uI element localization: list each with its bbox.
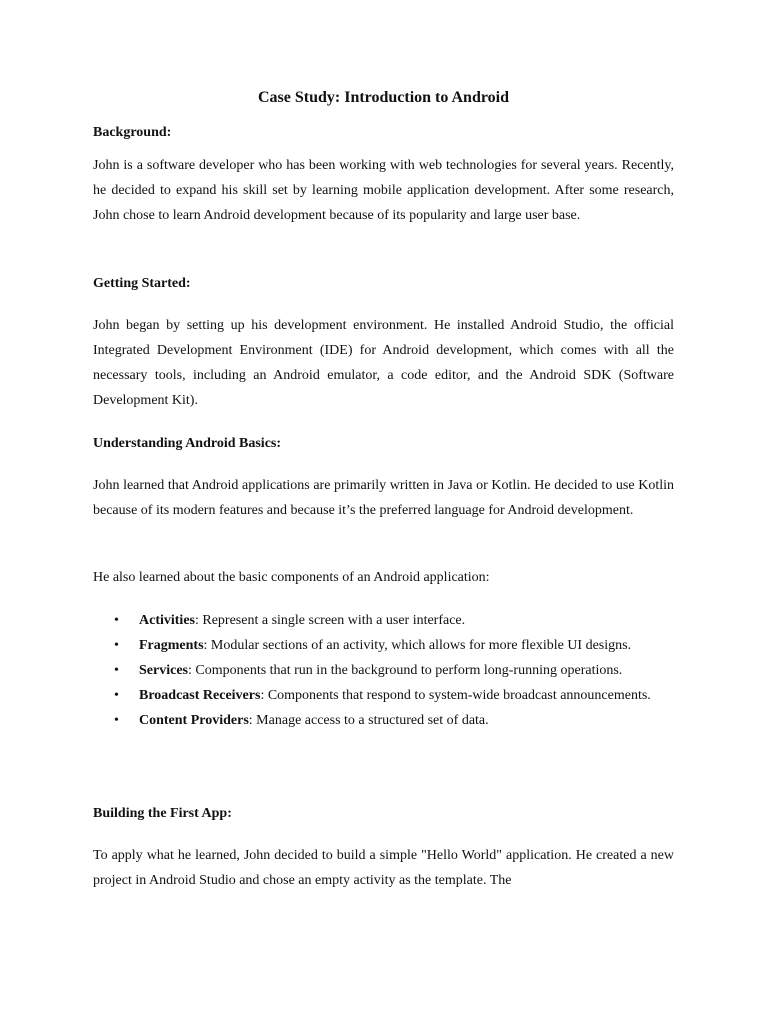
- bullet-icon: •: [114, 713, 119, 728]
- list-item-term: Activities: [139, 613, 195, 628]
- list-item: [93, 608, 674, 633]
- components-list: [93, 608, 674, 733]
- paragraph-android-languages: John learned that Android applications are primarily written in Java or Kotlin. He decided to use Kotlin because of its modern features and because it’s the preferred language for Android development.: [93, 478, 674, 518]
- list-item: [93, 633, 674, 658]
- list-item-text: : Components that respond to system-wide broadcast announcements.: [260, 688, 651, 703]
- section-heading-android-basics: Understanding Android Basics:: [93, 436, 282, 451]
- list-item-term: Services: [139, 663, 188, 678]
- list-item-term: Fragments: [139, 638, 204, 653]
- list-item-term: Content Providers: [139, 713, 249, 728]
- list-item: [93, 683, 674, 708]
- paragraph-background: John is a software developer who has been working with web technologies for several years. Recently, he decided to expand his skill set by learning mobile application development. After some research, John chose to learn Android development because of its popularity and large user base.: [93, 158, 674, 223]
- paragraph-getting-started: John began by setting up his development environment. He installed Android Studio, the official Integrated Development Environment (IDE) for Android development, which comes with all the necessary tools, including an Android emulator, a code editor, and the Android SDK (Software Development Kit).: [93, 318, 674, 408]
- paragraph-first-app: To apply what he learned, John decided to build a simple "Hello World" application. He created a new project in Android Studio and chose an empty activity as the template. The: [93, 848, 674, 888]
- section-heading-background: Background:: [93, 125, 172, 140]
- paragraph-components-intro: He also learned about the basic components of an Android application:: [93, 570, 490, 585]
- section-heading-first-app: Building the First App:: [93, 806, 232, 821]
- section-heading-getting-started: Getting Started:: [93, 276, 191, 291]
- list-item-term: Broadcast Receivers: [139, 688, 261, 703]
- list-item: [93, 708, 674, 733]
- bullet-icon: •: [114, 663, 119, 678]
- list-item-text: : Manage access to a structured set of data.: [248, 713, 489, 728]
- bullet-icon: •: [114, 638, 119, 653]
- list-item-text: : Represent a single screen with a user interface.: [194, 613, 466, 628]
- list-item-text: : Components that run in the background to perform long-running operations.: [187, 663, 623, 678]
- document-title: Case Study: Introduction to Android: [257, 89, 510, 106]
- list-item-text: : Modular sections of an activity, which allows for more flexible UI designs.: [203, 638, 632, 653]
- bullet-icon: •: [114, 613, 119, 628]
- list-item: [93, 658, 674, 683]
- bullet-icon: •: [114, 688, 119, 703]
